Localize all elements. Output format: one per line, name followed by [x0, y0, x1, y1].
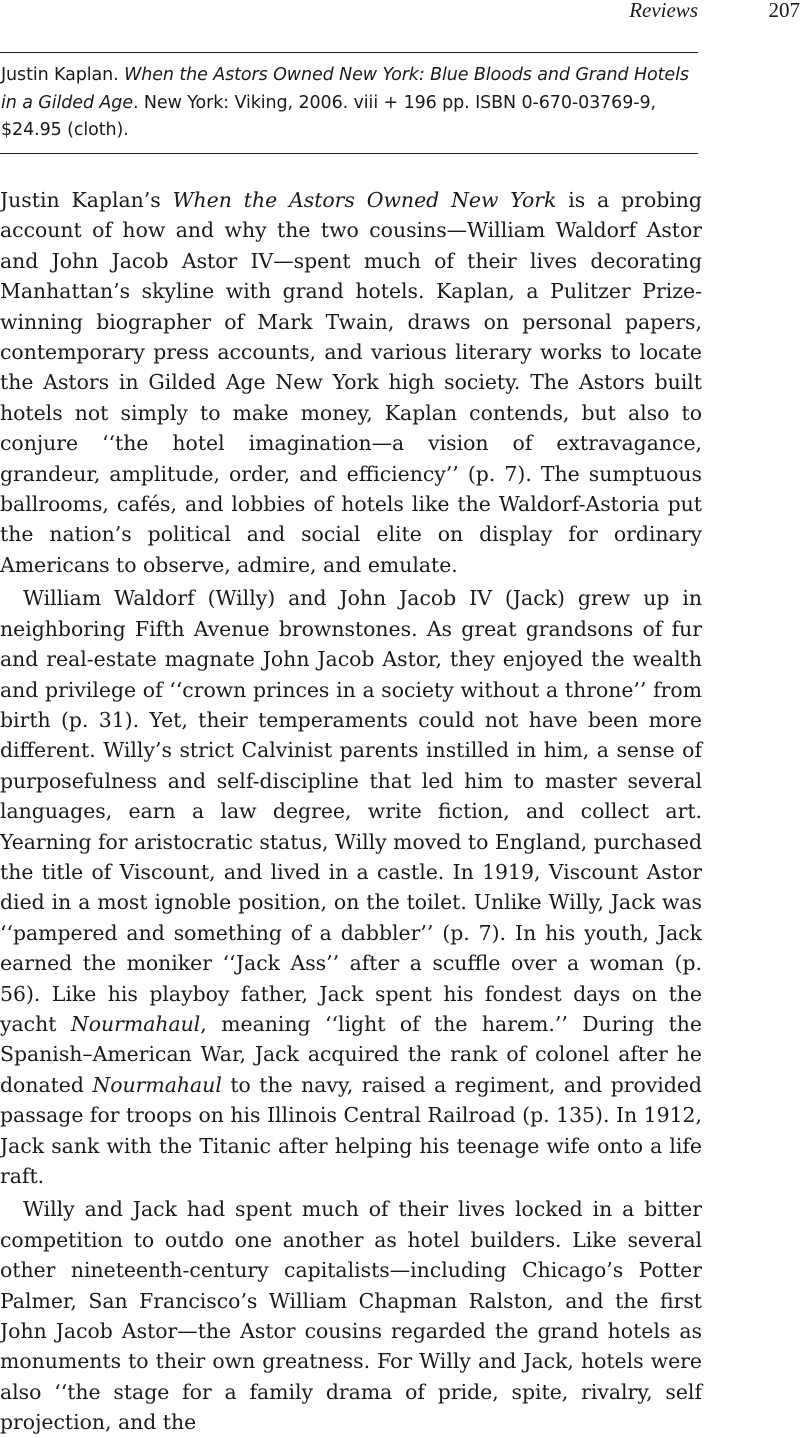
- page-number: 207: [769, 0, 800, 24]
- paragraph-segment: , meaning ‘‘light of the harem.’’ During the Spanish–American War, Jack acquired the rank of colonel after he donated: [0, 1012, 702, 1097]
- review-paragraph-2: [0, 583, 702, 1191]
- paragraph-segment: to the navy, raised a regiment, and provided passage for troops on his Illinois Central Railroad (p. 135). In 1912, Jack sank with the Titanic after helping his teenage wife onto a life raft.: [0, 1073, 702, 1188]
- citation-author: Justin Kaplan.: [1, 65, 124, 85]
- paragraph-segment: Justin Kaplan’s: [0, 188, 173, 212]
- paragraph-segment: Willy and Jack had spent much of their lives locked in a bitter competition to outdo one another as hotel builders. Like several other nineteenth-century capitalists—including Chicago’s Potter Palmer, San Francisco’s William Chapman Ralston, and the first John Jacob Astor—the Astor cousins regarded the grand hotels as monuments to their own greatness. For Willy and Jack, hotels were also ‘‘the stage for a family drama of pride, spite, rivalry, self projection, and the: [0, 1197, 702, 1434]
- citation-text: [0, 62, 698, 145]
- yacht-name: Nourmahaul: [71, 1012, 200, 1036]
- book-title-reference: When the Astors Owned New York: [173, 188, 557, 212]
- running-head-section: Reviews: [629, 0, 698, 24]
- citation-book-title: When the Astors Owned New York: Blue Bloods and Grand Hotels in a Gilded Age: [1, 65, 689, 113]
- running-head: [0, 0, 800, 24]
- paragraph-segment: is a probing account of how and why the two cousins—William Waldorf Astor and John Jacob Astor IV—spent much of their lives decorating Manhattan’s skyline with grand hotels. Kaplan, a Pulitzer Prize-winning biographer of Mark Twain, draws on personal papers, contemporary press accounts, and various literary works to locate the Astors in Gilded Age New York high society. The Astors built hotels not simply to make money, Kaplan contends, but also to conjure ‘‘the hotel imagination—a vision of extravagance, grandeur, amplitude, order, and efficiency’’ (p. 7). The sumptuous ballrooms, cafés, and lobbies of hotels like the Waldorf-Astoria put the nation’s political and social elite on display for ordinary Americans to observe, admire, and emulate.: [0, 188, 702, 577]
- review-body: [0, 185, 702, 1438]
- paragraph-segment: William Waldorf (Willy) and John Jacob IV (Jack) grew up in neighboring Fifth Avenue brownstones. As great grandsons of fur and real-estate magnate John Jacob Astor, they enjoyed the wealth and privilege of ‘‘crown princes in a society without a throne’’ from birth (p. 31). Yet, their temperaments could not have been more different. Willy’s strict Calvinist parents instilled in him, a sense of purposefulness and self-discipline that led him to master several languages, earn a law degree, write fiction, and collect art. Yearning for aristocratic status, Willy moved to England, purchased the title of Viscount, and lived in a castle. In 1919, Viscount Astor died in a most ignoble position, on the toilet. Unlike Willy, Jack was ‘‘pampered and something of a dabbler’’ (p. 7). In his youth, Jack earned the moniker ‘‘Jack Ass’’ after a scuffle over a woman (p. 56). Like his playboy father, Jack spent his fondest days on the yacht: [0, 586, 702, 1036]
- review-paragraph-1: [0, 185, 702, 580]
- yacht-name: Nourmahaul: [92, 1073, 221, 1097]
- book-citation: [0, 52, 698, 154]
- citation-publication-details: . New York: Viking, 2006. viii + 196 pp. ISBN 0-670-03769-9, $24.95 (cloth).: [1, 93, 656, 141]
- review-paragraph-3: [0, 1194, 702, 1437]
